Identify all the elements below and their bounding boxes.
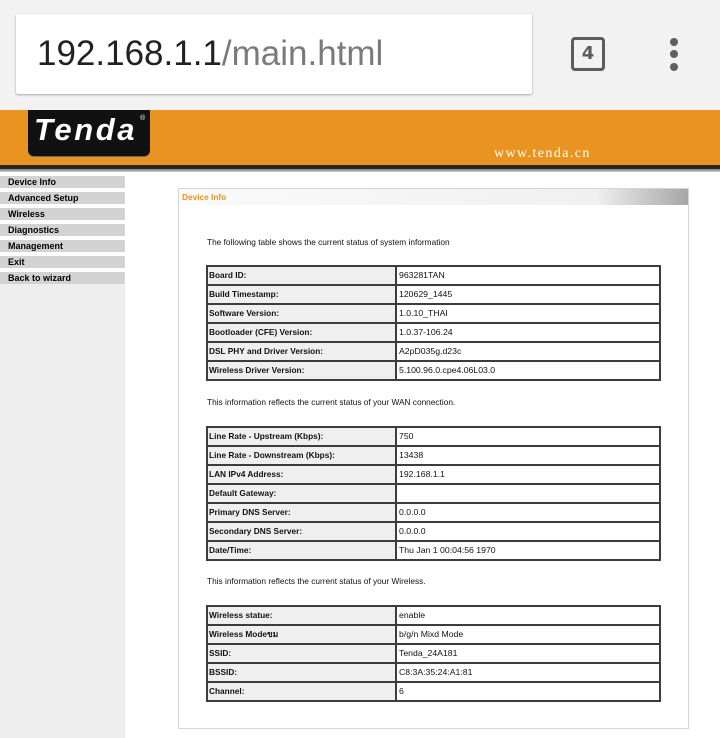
software-version-label: Software Version: <box>207 304 396 323</box>
secondary-dns-server-value: 0.0.0.0 <box>396 522 660 541</box>
table-row-dsl-phy-driver-version <box>207 342 660 361</box>
build-timestamp-value: 120629_1445 <box>396 285 660 304</box>
ssid-value: Tenda_24A181 <box>396 644 660 663</box>
browser-toolbar <box>0 0 720 110</box>
lan-ipv4-address-label: LAN IPv4 Address: <box>207 465 396 484</box>
tab-switcher-icon[interactable] <box>571 37 605 71</box>
menu-dot <box>670 63 678 71</box>
table-row-wireless-driver-version <box>207 361 660 380</box>
url-path: /main.html <box>221 34 384 73</box>
table-row-lan-ipv4-address <box>207 465 660 484</box>
table-row-bootloader-version <box>207 323 660 342</box>
sidebar-list <box>0 172 125 284</box>
sidebar-item-exit[interactable]: Exit <box>0 256 125 268</box>
build-timestamp-label: Build Timestamp: <box>207 285 396 304</box>
default-gateway-value <box>396 484 660 503</box>
panel-title: Device Info <box>182 192 227 202</box>
primary-dns-server-value: 0.0.0.0 <box>396 503 660 522</box>
table-row-default-gateway <box>207 484 660 503</box>
line-rate-downstream-label: Line Rate - Downstream (Kbps): <box>207 446 396 465</box>
panel-title-bar <box>179 189 688 205</box>
website-url: www.tenda.cn <box>494 146 591 161</box>
device-info-panel <box>178 188 689 729</box>
bssid-value: C8:3A:35:24:A1:81 <box>396 663 660 682</box>
bootloader-version-label: Bootloader (CFE) Version: <box>207 323 396 342</box>
channel-label: Channel: <box>207 682 396 701</box>
channel-value: 6 <box>396 682 660 701</box>
primary-dns-server-label: Primary DNS Server: <box>207 503 396 522</box>
wireless-status-value: enable <box>396 606 660 625</box>
menu-dot <box>670 50 678 58</box>
dsl-phy-driver-version-value: A2pD035g.d23c <box>396 342 660 361</box>
tab-count: 4 <box>581 43 595 64</box>
sidebar-item-advanced-setup[interactable]: Advanced Setup <box>0 192 125 204</box>
sidebar-item-back-to-wizard[interactable]: Back to wizard <box>0 272 125 284</box>
ssid-label: SSID: <box>207 644 396 663</box>
line-rate-upstream-label: Line Rate - Upstream (Kbps): <box>207 427 396 446</box>
sidebar-item-diagnostics[interactable]: Diagnostics <box>0 224 125 236</box>
board-id-value: 963281TAN <box>396 266 660 285</box>
board-id-label: Board ID: <box>207 266 396 285</box>
wireless-driver-version-label: Wireless Driver Version: <box>207 361 396 380</box>
wireless-status-label: Wireless statue: <box>207 606 396 625</box>
table-row-wireless-status <box>207 606 660 625</box>
bootloader-version-value: 1.0.37-106.24 <box>396 323 660 342</box>
date-time-value: Thu Jan 1 00:04:56 1970 <box>396 541 660 560</box>
line-rate-upstream-value: 750 <box>396 427 660 446</box>
logo-text: Tenda <box>34 112 138 147</box>
table-row-wireless-mode <box>207 625 660 644</box>
table-row-board-id <box>207 266 660 285</box>
sidebar-item-wireless[interactable]: Wireless <box>0 208 125 220</box>
address-bar[interactable] <box>16 14 532 94</box>
wireless-mode-value: b/g/n Mixd Mode <box>396 625 660 644</box>
table-row-secondary-dns-server <box>207 522 660 541</box>
table-row-software-version <box>207 304 660 323</box>
table-row-date-time <box>207 541 660 560</box>
table-row-bssid <box>207 663 660 682</box>
system-info-intro: The following table shows the current status of system information <box>207 237 450 247</box>
table-row-line-rate-downstream <box>207 446 660 465</box>
more-vert-icon[interactable] <box>662 30 686 78</box>
table-row-channel <box>207 682 660 701</box>
sidebar-item-management[interactable]: Management <box>0 240 125 252</box>
software-version-value: 1.0.10_THAI <box>396 304 660 323</box>
table-row-ssid <box>207 644 660 663</box>
wireless-mode-label: Wireless Modeขม <box>207 625 396 644</box>
table-row-primary-dns-server <box>207 503 660 522</box>
sidebar-menu <box>0 172 125 738</box>
system-info-table <box>206 265 661 381</box>
tenda-logo <box>28 110 150 156</box>
line-rate-downstream-value: 13438 <box>396 446 660 465</box>
table-row-build-timestamp <box>207 285 660 304</box>
wan-info-table <box>206 426 661 561</box>
date-time-label: Date/Time: <box>207 541 396 560</box>
wan-info-intro: This information reflects the current status of your WAN connection. <box>207 397 456 407</box>
secondary-dns-server-label: Secondary DNS Server: <box>207 522 396 541</box>
router-header <box>0 110 720 165</box>
wireless-driver-version-value: 5.100.96.0.cpe4.06L03.0 <box>396 361 660 380</box>
url-host: 192.168.1.1 <box>37 34 222 73</box>
sidebar-item-device-info[interactable]: Device Info <box>0 176 125 188</box>
registered-mark: ® <box>140 115 146 122</box>
wireless-info-table <box>206 605 661 702</box>
lan-ipv4-address-value: 192.168.1.1 <box>396 465 660 484</box>
wireless-info-intro: This information reflects the current status of your Wireless. <box>207 576 426 586</box>
bssid-label: BSSID: <box>207 663 396 682</box>
default-gateway-label: Default Gateway: <box>207 484 396 503</box>
table-row-line-rate-upstream <box>207 427 660 446</box>
menu-dot <box>670 38 678 46</box>
dsl-phy-driver-version-label: DSL PHY and Driver Version: <box>207 342 396 361</box>
